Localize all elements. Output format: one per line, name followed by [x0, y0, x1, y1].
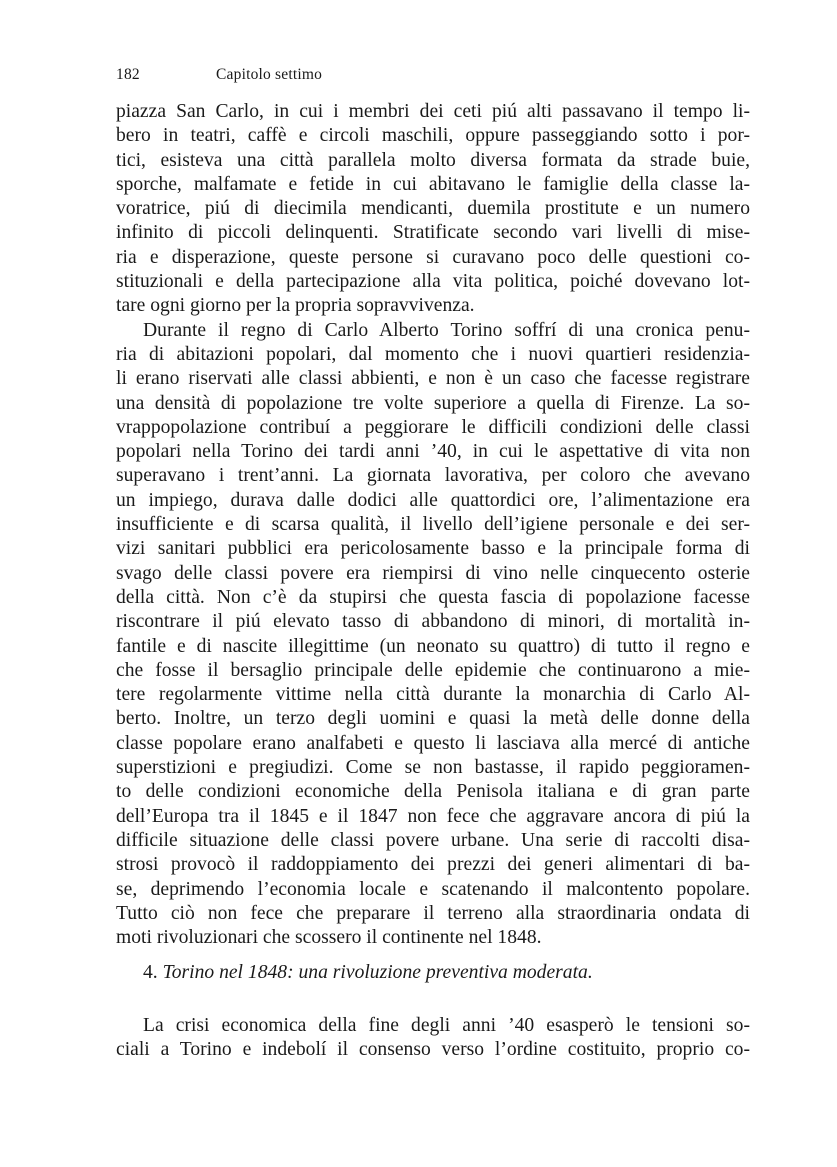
page-number: 182: [116, 66, 140, 83]
text-line: bero in teatri, caffè e circoli maschili, oppure passeggiando sotto i por-: [116, 125, 750, 147]
text-line: tere regolarmente vittime nella città durante la monarchia di Carlo Al-: [116, 684, 750, 706]
text-line: che fosse il bersaglio principale delle epidemie che continuarono a mie-: [116, 659, 750, 681]
main-text: [116, 100, 750, 950]
text-line: superstizioni e pregiudizi. Come se non bastasse, il rapido peggioramen-: [116, 757, 750, 779]
text-line: se, deprimendo l’economia locale e scatenando il malcontento popolare.: [116, 878, 750, 900]
text-line: infinito di piccoli delinquenti. Stratificate secondo vari livelli di mise-: [116, 222, 750, 244]
text-line: dell’Europa tra il 1845 e il 1847 non fece che aggravare ancora di piú la: [116, 805, 750, 827]
text-line: ria di abitazioni popolari, dal momento che i nuovi quartieri residenzia-: [116, 343, 750, 365]
text-line: ria e disperazione, queste persone si curavano poco delle questioni co-: [116, 246, 750, 268]
text-line: moti rivoluzionari che scossero il continente nel 1848.: [116, 927, 542, 949]
text-line: insufficiente e di scarsa qualità, il livello dell’igiene personale e dei ser-: [116, 514, 750, 536]
text-line: un impiego, durava dalle dodici alle quattordici ore, l’alimentazione era: [116, 489, 750, 511]
section-title: Torino nel 1848: una rivoluzione preventiva moderata.: [162, 962, 593, 983]
text-line: to delle condizioni economiche della Penisola italiana e di gran parte: [116, 781, 750, 803]
text-line: difficile situazione delle classi povere urbane. Una serie di raccolti disa-: [116, 829, 750, 851]
text-line: berto. Inoltre, un terzo degli uomini e quasi la metà delle donne della: [116, 708, 750, 730]
text-line: strosi provocò il raddoppiamento dei prezzi dei generi alimentari di ba-: [116, 854, 750, 876]
text-line: Durante il regno di Carlo Alberto Torino soffrí di una cronica penu-: [143, 319, 750, 341]
text-line: svago delle classi povere era riempirsi di vino nelle cinquecento osterie: [116, 562, 750, 584]
text-line: ciali a Torino e indebolí il consenso verso l’ordine costituito, proprio co-: [116, 1039, 750, 1061]
text-line: vizi sanitari pubblici era pericolosamente basso e la principale forma di: [116, 538, 750, 560]
paragraph-2: [116, 319, 750, 951]
text-line: tici, esisteva una città parallela molto diversa formata da strade buie,: [116, 149, 750, 171]
text-line: Tutto ciò non fece che preparare il terreno alla straordinaria ondata di: [116, 902, 750, 924]
text-line: riscontrare il piú elevato tasso di abbandono di minori, di mortalità in-: [116, 611, 750, 633]
running-head: [116, 66, 736, 88]
section-heading: [116, 961, 750, 985]
text-line: della città. Non c’è da stupirsi che questa fascia di popolazione facesse: [116, 586, 750, 608]
text-line: stituzionali e della partecipazione alla vita politica, poiché dovevano lot-: [116, 271, 750, 293]
section-number: 4.: [143, 962, 158, 983]
text-line: popolari nella Torino dei tardi anni ’40, in cui le aspettative di vita non: [116, 441, 750, 463]
text-line: superavano i trent’anni. La giornata lavorativa, per coloro che avevano: [116, 465, 750, 487]
text-line: una densità di popolazione tre volte superiore a quella di Firenze. La so-: [116, 392, 750, 414]
text-line: classe popolare erano analfabeti e questo li lasciava alla mercé di antiche: [116, 732, 750, 754]
text-line: La crisi economica della fine degli anni ’40 esasperò le tensioni so-: [143, 1015, 750, 1036]
text-line: voratrice, piú di diecimila mendicanti, duemila prostitute e un numero: [116, 198, 750, 220]
text-line: sporche, malfamate e fetide in cui abitavano le famiglie della classe la-: [116, 173, 750, 195]
text-line: tare ogni giorno per la propria sopravvivenza.: [116, 295, 475, 317]
text-line: vrappopolazione contribuí a peggiorare le difficili condizioni delle classi: [116, 416, 750, 438]
text-line: li erano riservati alle classi abbienti, e non è un caso che facesse registrare: [116, 368, 750, 390]
paragraph-1: [116, 100, 750, 319]
chapter-title: Capitolo settimo: [216, 66, 323, 83]
text-line: piazza San Carlo, in cui i membri dei ceti piú alti passavano il tempo li-: [116, 101, 750, 122]
paragraph-3: [116, 1014, 750, 1063]
text-line: fantile e di nascite illegittime (un neonato su quattro) di tutto il regno e: [116, 635, 750, 657]
